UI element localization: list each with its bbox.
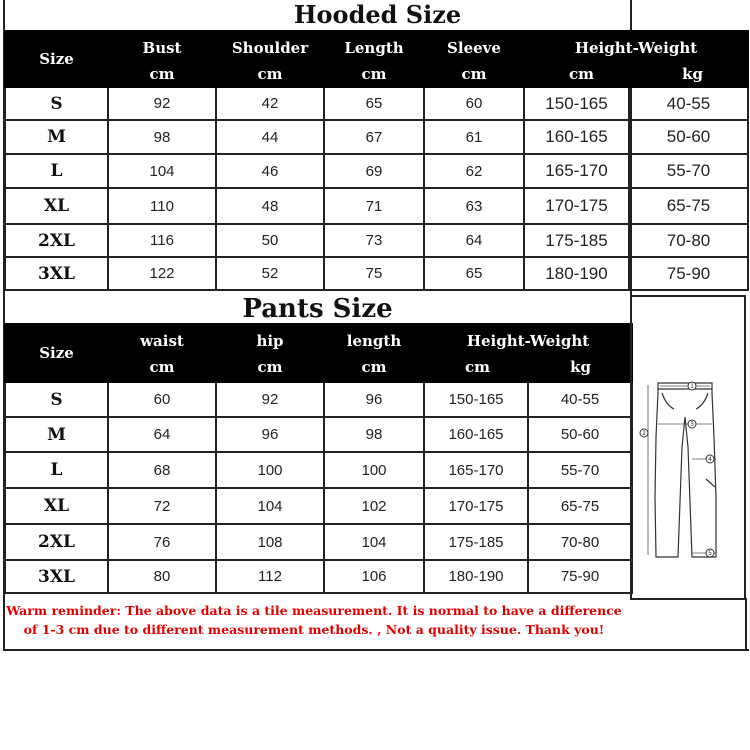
hooded-weight-cell: 70-80	[629, 224, 748, 257]
frame-bottom-border	[3, 649, 749, 651]
hooded-row-2xl	[5, 224, 748, 257]
pants-height-cell: 170-175	[424, 488, 528, 524]
pants-value-cell: 92	[216, 382, 324, 417]
hooded-height-cell: 175-185	[524, 224, 629, 257]
pants-size-cell: XL	[5, 488, 108, 524]
hooded-value-cell: 62	[424, 154, 524, 188]
pants-value-cell: 102	[324, 488, 424, 524]
hooded-size-cell: M	[5, 120, 108, 154]
hooded-row-3xl	[5, 257, 748, 290]
pants-col-length: length cm	[324, 324, 424, 382]
pants-value-cell: 96	[324, 382, 424, 417]
hooded-row-m	[5, 120, 748, 154]
hooded-height-cell: 160-165	[524, 120, 629, 154]
pants-weight-cell: 50-60	[528, 417, 632, 452]
hooded-row-xl	[5, 188, 748, 224]
hooded-unit-height: cm	[569, 65, 595, 83]
hooded-size-cell: XL	[5, 188, 108, 224]
pants-value-cell: 108	[216, 524, 324, 560]
pants-size-cell: L	[5, 452, 108, 488]
hooded-value-cell: 104	[108, 154, 216, 188]
pants-col-height-weight: Height-Weight cm kg	[424, 324, 632, 382]
hooded-value-cell: 60	[424, 87, 524, 120]
pants-height-cell: 175-185	[424, 524, 528, 560]
hooded-size-cell: L	[5, 154, 108, 188]
pants-weight-cell: 40-55	[528, 382, 632, 417]
pants-value-cell: 106	[324, 560, 424, 593]
hooded-value-cell: 73	[324, 224, 424, 257]
hooded-value-cell: 52	[216, 257, 324, 290]
hooded-value-cell: 64	[424, 224, 524, 257]
marker-5-label: 5	[708, 550, 712, 558]
pants-value-cell: 98	[324, 417, 424, 452]
hooded-weight-cell: 75-90	[629, 257, 748, 290]
pants-value-cell: 60	[108, 382, 216, 417]
hooded-size-cell: S	[5, 87, 108, 120]
pants-col-hip: hip cm	[216, 324, 324, 382]
pants-weight-cell: 55-70	[528, 452, 632, 488]
pocket-right	[696, 393, 708, 409]
hooded-weight-cell: 50-60	[629, 120, 748, 154]
hooded-value-cell: 61	[424, 120, 524, 154]
pants-value-cell: 64	[108, 417, 216, 452]
pants-height-cell: 180-190	[424, 560, 528, 593]
pants-col-waist: waist cm	[108, 324, 216, 382]
marker-4-label: 4	[708, 456, 712, 464]
hooded-size-header: Size	[5, 31, 108, 87]
hooded-value-cell: 69	[324, 154, 424, 188]
pants-value-cell: 76	[108, 524, 216, 560]
pants-value-cell: 72	[108, 488, 216, 524]
hooded-height-cell: 150-165	[524, 87, 629, 120]
hooded-row-s	[5, 87, 748, 120]
hooded-size-title: Hooded Size	[293, 0, 462, 29]
pants-height-cell: 150-165	[424, 382, 528, 417]
hooded-height-cell: 180-190	[524, 257, 629, 290]
hooded-col-sleeve: Sleeve cm	[424, 31, 524, 87]
pants-size-cell: 2XL	[5, 524, 108, 560]
pants-size-table	[4, 323, 633, 594]
pants-value-cell: 112	[216, 560, 324, 593]
pants-size-cell: M	[5, 417, 108, 452]
pants-outline	[655, 383, 716, 557]
hooded-value-cell: 110	[108, 188, 216, 224]
hooded-value-cell: 46	[216, 154, 324, 188]
hooded-value-cell: 116	[108, 224, 216, 257]
pants-unit-height: cm	[465, 358, 491, 376]
warm-reminder-text: Warm reminder: The above data is a tile measurement. It is normal to have a difference of 1-3 cm due to different measurement methods. , Not a quality issue. Thank you!	[6, 603, 622, 637]
hooded-col-shoulder: Shoulder cm	[216, 31, 324, 87]
hooded-height-cell: 165-170	[524, 154, 629, 188]
pants-value-cell: 104	[216, 488, 324, 524]
hooded-value-cell: 44	[216, 120, 324, 154]
pants-weight-cell: 70-80	[528, 524, 632, 560]
hooded-value-cell: 92	[108, 87, 216, 120]
hooded-col-bust: Bust cm	[108, 31, 216, 87]
pants-row-l	[5, 452, 632, 488]
hooded-value-cell: 48	[216, 188, 324, 224]
pants-value-cell: 100	[324, 452, 424, 488]
pants-value-cell: 80	[108, 560, 216, 593]
hooded-weight-cell: 40-55	[629, 87, 748, 120]
pants-value-cell: 100	[216, 452, 324, 488]
reminder-right-border	[745, 598, 747, 651]
hooded-size-cell: 3XL	[5, 257, 108, 290]
knee-seam	[706, 479, 715, 487]
hooded-value-cell: 75	[324, 257, 424, 290]
hooded-size-table	[4, 30, 749, 291]
hooded-value-cell: 65	[324, 87, 424, 120]
hooded-value-cell: 98	[108, 120, 216, 154]
pants-value-cell: 68	[108, 452, 216, 488]
hooded-value-cell: 65	[424, 257, 524, 290]
hooded-col-height-weight: Height-Weight cm kg	[524, 31, 748, 87]
hooded-value-cell: 122	[108, 257, 216, 290]
pants-row-m	[5, 417, 632, 452]
marker-1-label: 1	[690, 383, 694, 391]
pants-row-s	[5, 382, 632, 417]
pants-weight-cell: 65-75	[528, 488, 632, 524]
hooded-size-cell: 2XL	[5, 224, 108, 257]
pants-value-cell: 96	[216, 417, 324, 452]
pocket-left	[662, 393, 674, 409]
pants-weight-cell: 75-90	[528, 560, 632, 593]
pants-size-cell: 3XL	[5, 560, 108, 593]
marker-3-label: 3	[690, 421, 694, 429]
pants-row-xl	[5, 488, 632, 524]
hooded-weight-cell: 65-75	[629, 188, 748, 224]
pants-row-3xl	[5, 560, 632, 593]
pants-size-title: Pants Size	[242, 294, 393, 324]
pants-unit-weight: kg	[570, 358, 591, 376]
hooded-weight-cell: 55-70	[629, 154, 748, 188]
hooded-value-cell: 63	[424, 188, 524, 224]
hooded-unit-weight: kg	[682, 65, 703, 83]
pants-row-2xl	[5, 524, 632, 560]
pants-size-cell: S	[5, 382, 108, 417]
hooded-row-l	[5, 154, 748, 188]
pants-size-header: Size	[5, 324, 108, 382]
hooded-value-cell: 50	[216, 224, 324, 257]
hooded-height-cell: 170-175	[524, 188, 629, 224]
hooded-col-length: Length cm	[324, 31, 424, 87]
pants-value-cell: 104	[324, 524, 424, 560]
marker-2-label: 2	[642, 430, 646, 438]
pants-height-cell: 165-170	[424, 452, 528, 488]
pants-measurement-diagram	[632, 297, 744, 598]
hooded-value-cell: 42	[216, 87, 324, 120]
hooded-value-cell: 71	[324, 188, 424, 224]
hooded-value-cell: 67	[324, 120, 424, 154]
pants-height-cell: 160-165	[424, 417, 528, 452]
